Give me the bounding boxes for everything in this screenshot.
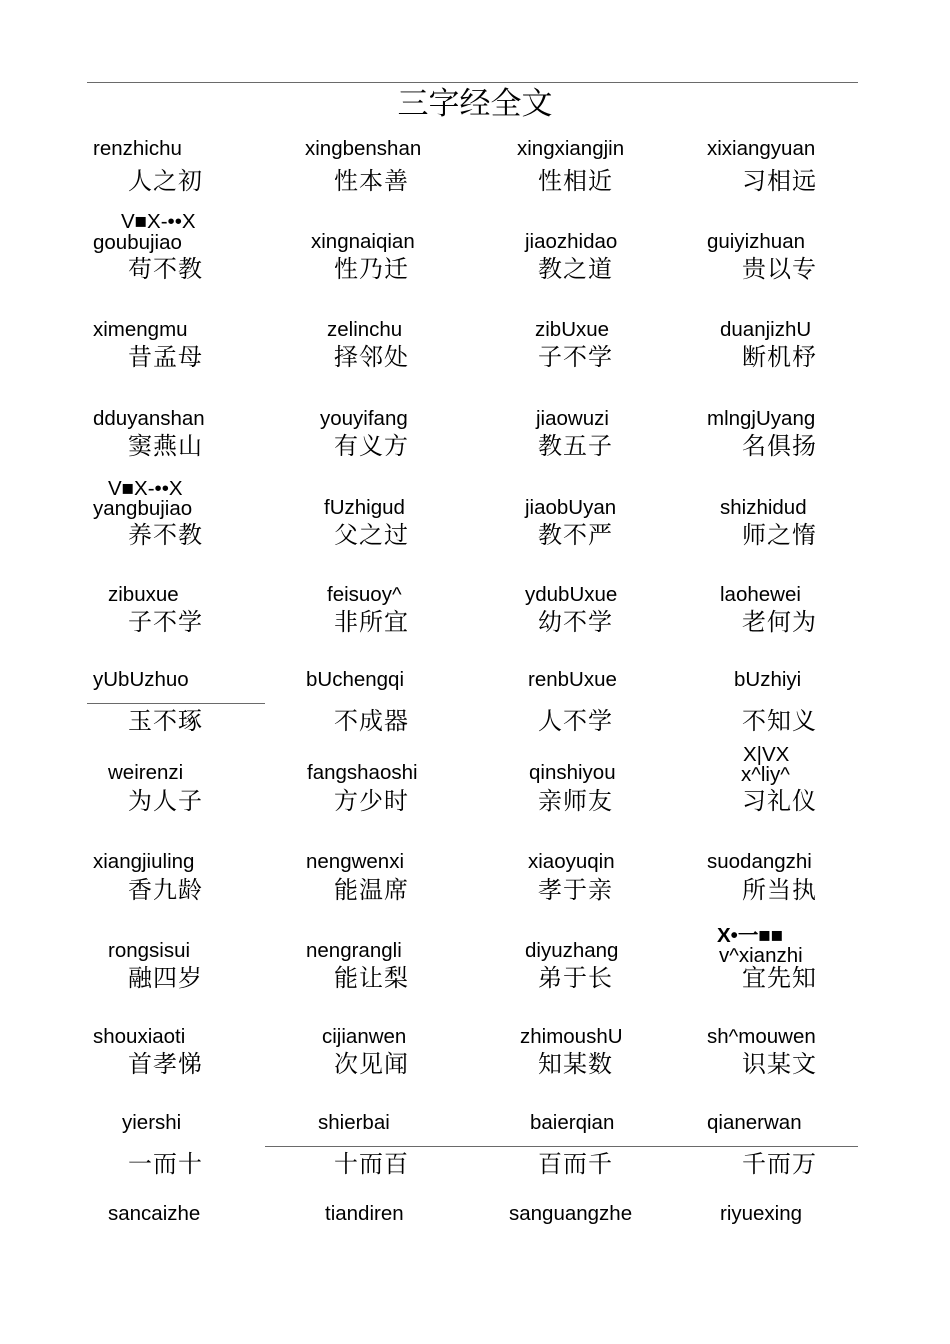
pinyin-label: zibuxue bbox=[108, 583, 179, 606]
hanzi-phrase: 能温席 bbox=[334, 876, 409, 904]
hanzi-phrase: 窦燕山 bbox=[128, 432, 203, 460]
hanzi-phrase: 性乃迁 bbox=[334, 255, 409, 283]
pinyin-label: feisuoy^ bbox=[327, 583, 402, 606]
pinyin-label: qinshiyou bbox=[529, 761, 616, 784]
hanzi-phrase: 断机杼 bbox=[742, 343, 817, 371]
hanzi-phrase: 玉不琢 bbox=[128, 707, 203, 735]
hanzi-phrase: 养不教 bbox=[128, 521, 203, 549]
pinyin-label: duanjizhU bbox=[720, 318, 812, 341]
pinyin-label: nengrangli bbox=[306, 939, 402, 962]
hanzi-phrase: 性本善 bbox=[334, 167, 409, 195]
pinyin-label: xingnaiqian bbox=[311, 230, 415, 253]
pinyin-label: diyuzhang bbox=[525, 939, 619, 962]
hanzi-phrase: 子不学 bbox=[128, 608, 203, 636]
pinyin-label: xiaoyuqin bbox=[528, 850, 615, 873]
garbled-marks: V■X-••X bbox=[108, 477, 183, 500]
hanzi-phrase: 方少时 bbox=[334, 787, 409, 815]
pinyin-label: xixiangyuan bbox=[707, 137, 816, 160]
hanzi-phrase: 不知义 bbox=[742, 707, 817, 735]
pinyin-label: ximengmu bbox=[93, 318, 188, 341]
hanzi-phrase: 能让梨 bbox=[334, 964, 409, 992]
hanzi-phrase: 教不严 bbox=[538, 521, 613, 549]
hanzi-phrase: 择邻处 bbox=[334, 343, 409, 371]
pinyin-label: xiangjiuling bbox=[93, 850, 195, 873]
pinyin-label: shizhidud bbox=[720, 496, 807, 519]
hanzi-phrase: 识某文 bbox=[742, 1050, 817, 1078]
hanzi-phrase: 宜先知 bbox=[742, 964, 817, 992]
pinyin-label: ydubUxue bbox=[525, 583, 618, 606]
pinyin-label: zelinchu bbox=[327, 318, 403, 341]
pinyin-label: jiaozhidao bbox=[525, 230, 618, 253]
pinyin-label: tiandiren bbox=[325, 1202, 404, 1225]
pinyin-label: mlngjUyang bbox=[707, 407, 816, 430]
pinyin-label: xingbenshan bbox=[305, 137, 422, 160]
hanzi-phrase: 习相远 bbox=[742, 167, 817, 195]
hanzi-phrase: 贵以专 bbox=[742, 255, 817, 283]
pinyin-label: cijianwen bbox=[322, 1025, 407, 1048]
hanzi-phrase: 千而万 bbox=[742, 1150, 817, 1178]
pinyin-label: goubujiao bbox=[93, 231, 182, 254]
pinyin-label: sancaizhe bbox=[108, 1202, 201, 1225]
pinyin-label: laohewei bbox=[720, 583, 801, 606]
pinyin-label: jiaobUyan bbox=[525, 496, 617, 519]
page-title: 三字经全文 bbox=[397, 86, 553, 122]
hanzi-phrase: 幼不学 bbox=[538, 608, 613, 636]
pinyin-label: bUzhiyi bbox=[734, 668, 802, 691]
hanzi-phrase: 所当执 bbox=[742, 876, 817, 904]
pinyin-label: qianerwan bbox=[707, 1111, 802, 1134]
hanzi-phrase: 人不学 bbox=[538, 707, 613, 735]
hanzi-phrase: 首孝悌 bbox=[128, 1050, 203, 1078]
hanzi-phrase: 非所宜 bbox=[334, 608, 409, 636]
hanzi-phrase: 十而百 bbox=[334, 1150, 409, 1178]
hanzi-phrase: 性相近 bbox=[538, 167, 613, 195]
pinyin-label: yiershi bbox=[122, 1111, 182, 1134]
pinyin-label: xingxiangjin bbox=[517, 137, 625, 160]
pinyin-label: weirenzi bbox=[108, 761, 184, 784]
hanzi-phrase: 昔孟母 bbox=[128, 343, 203, 371]
hanzi-phrase: 一而十 bbox=[128, 1150, 203, 1178]
hanzi-phrase: 教五子 bbox=[538, 432, 613, 460]
pinyin-label: yUbUzhuo bbox=[93, 668, 189, 691]
pinyin-label: nengwenxi bbox=[306, 850, 405, 873]
hanzi-phrase: 父之过 bbox=[334, 521, 409, 549]
pinyin-label: suodangzhi bbox=[707, 850, 812, 873]
garbled-marks: V■X-••X bbox=[121, 210, 196, 233]
pinyin-label: shouxiaoti bbox=[93, 1025, 186, 1048]
hanzi-phrase: 老何为 bbox=[742, 608, 817, 636]
garbled-marks: X|VX bbox=[743, 743, 790, 766]
pinyin-label: sh^mouwen bbox=[707, 1025, 816, 1048]
column-rule bbox=[265, 1146, 858, 1147]
hanzi-phrase: 教之道 bbox=[538, 255, 613, 283]
hanzi-phrase: 子不学 bbox=[538, 343, 613, 371]
top-rule bbox=[87, 82, 858, 83]
hanzi-phrase: 孝于亲 bbox=[538, 876, 613, 904]
hanzi-phrase: 次见闻 bbox=[334, 1050, 409, 1078]
pinyin-label: v^xianzhi bbox=[719, 944, 803, 967]
garbled-marks: X•一■■ bbox=[717, 924, 784, 947]
pinyin-label: bUchengqi bbox=[306, 668, 405, 691]
hanzi-phrase: 亲师友 bbox=[538, 787, 613, 815]
pinyin-label: fUzhigud bbox=[324, 496, 405, 519]
hanzi-phrase: 有义方 bbox=[334, 432, 409, 460]
hanzi-phrase: 融四岁 bbox=[128, 964, 203, 992]
hanzi-phrase: 知某数 bbox=[538, 1050, 613, 1078]
hanzi-phrase: 人之初 bbox=[128, 167, 203, 195]
hanzi-phrase: 百而千 bbox=[538, 1150, 613, 1178]
pinyin-label: rongsisui bbox=[108, 939, 191, 962]
pinyin-label: jiaowuzi bbox=[536, 407, 609, 430]
pinyin-label: youyifang bbox=[320, 407, 408, 430]
pinyin-label: zhimoushU bbox=[520, 1025, 623, 1048]
hanzi-phrase: 师之惰 bbox=[742, 521, 817, 549]
pinyin-label: baierqian bbox=[530, 1111, 615, 1134]
pinyin-label: renbUxue bbox=[528, 668, 617, 691]
hanzi-phrase: 不成器 bbox=[334, 707, 409, 735]
pinyin-label: sanguangzhe bbox=[509, 1202, 633, 1225]
hanzi-phrase: 习礼仪 bbox=[742, 787, 817, 815]
hanzi-phrase: 弟于长 bbox=[538, 964, 613, 992]
pinyin-label: dduyanshan bbox=[93, 407, 205, 430]
column-rule bbox=[87, 703, 265, 704]
hanzi-phrase: 为人子 bbox=[128, 787, 203, 815]
pinyin-label: yangbujiao bbox=[93, 497, 193, 520]
hanzi-phrase: 名俱扬 bbox=[742, 432, 817, 460]
pinyin-label: renzhichu bbox=[93, 137, 182, 160]
hanzi-phrase: 香九龄 bbox=[128, 876, 203, 904]
pinyin-label: riyuexing bbox=[720, 1202, 803, 1225]
pinyin-label: x^liy^ bbox=[741, 763, 790, 786]
pinyin-label: fangshaoshi bbox=[307, 761, 418, 784]
pinyin-label: guiyizhuan bbox=[707, 230, 806, 253]
pinyin-label: shierbai bbox=[318, 1111, 390, 1134]
pinyin-label: zibUxue bbox=[535, 318, 610, 341]
hanzi-phrase: 苟不教 bbox=[128, 255, 203, 283]
